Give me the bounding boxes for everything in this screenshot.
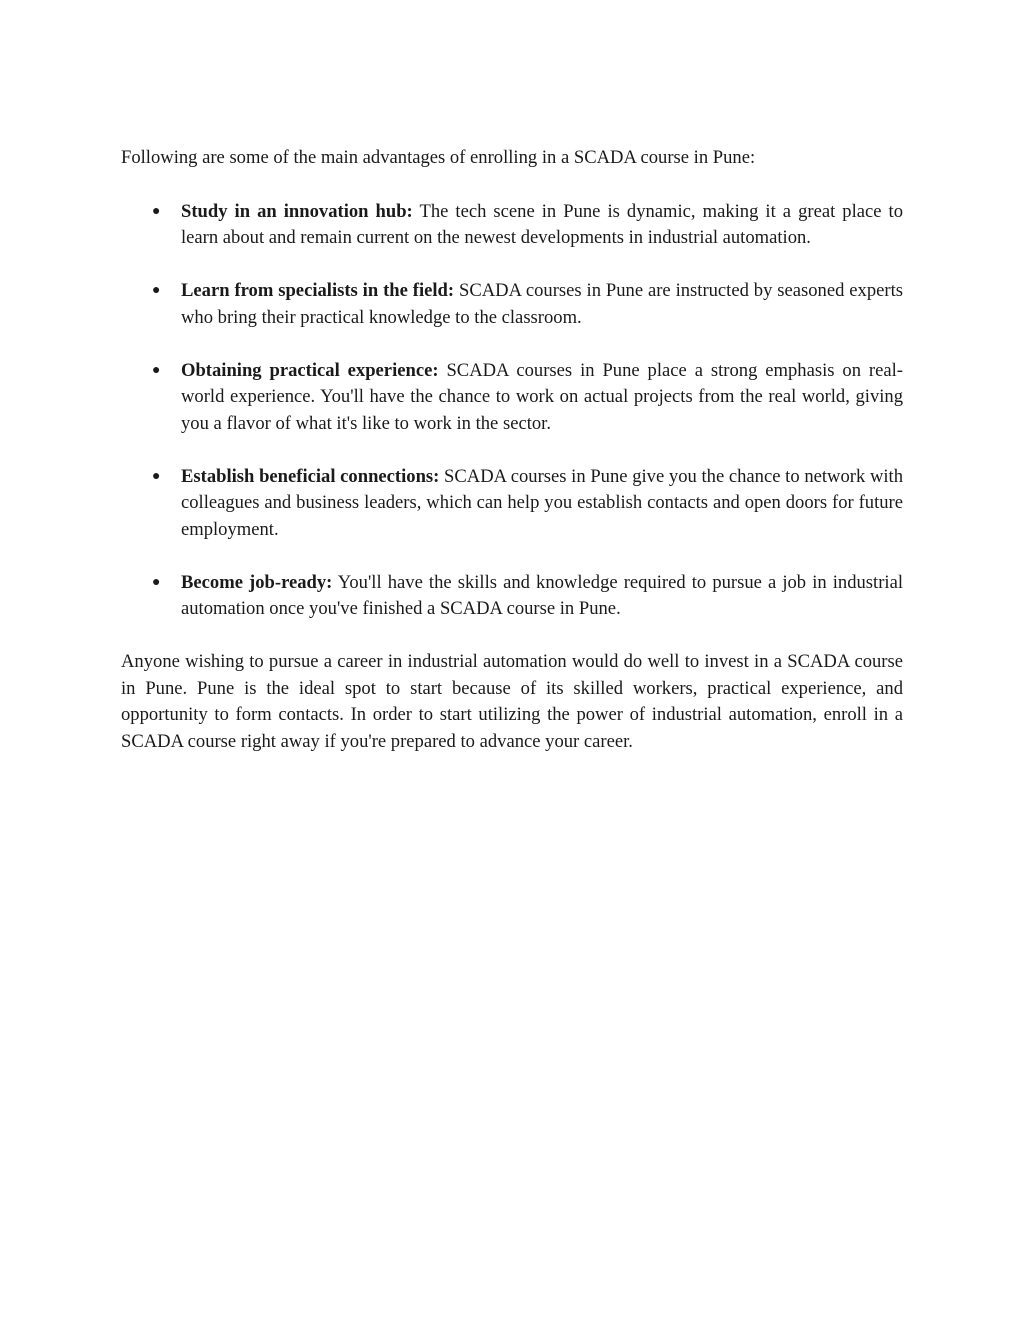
- bullet-icon: ●: [152, 362, 161, 378]
- list-item: [121, 464, 903, 544]
- bullet-title: Study in an innovation hub:: [181, 200, 413, 222]
- document-page: [121, 145, 903, 755]
- bullet-text: The tech scene in Pune is dynamic, making it a great place to learn about and remain current on the newest developments in industrial automation.: [181, 200, 904, 248]
- bullet-title: Obtaining practical experience:: [181, 359, 439, 381]
- bullet-text: You'll have the skills and knowledge required to pursue a job in industrial automation once you've finished a SCADA course in Pune.: [181, 571, 903, 619]
- list-item: [121, 278, 903, 331]
- bullet-text: SCADA courses in Pune place a strong emphasis on real-world experience. You'll have the chance to work on actual projects from the real world, giving you a flavor of what it's like to work in the sector.: [181, 359, 903, 434]
- bullet-icon: ●: [152, 203, 161, 219]
- bullet-title: Establish beneficial connections:: [181, 465, 440, 487]
- advantages-list: [121, 199, 903, 623]
- bullet-title: Become job-ready:: [181, 571, 333, 593]
- bullet-title: Learn from specialists in the field:: [181, 280, 455, 301]
- bullet-text: SCADA courses in Pune are instructed by seasoned experts who bring their practical knowledge to the classroom.: [181, 280, 903, 328]
- closing-paragraph: Anyone wishing to pursue a career in industrial automation would do well to invest in a SCADA course in Pune. Pune is the ideal spot to start because of its skilled workers, practical experience, and opportunity to form contacts. In order to start utilizing the power of industrial automation, enroll in a SCADA course right away if you're prepared to advance your career.: [121, 651, 903, 752]
- list-item: [121, 570, 903, 623]
- bullet-text: SCADA courses in Pune give you the chance to network with colleagues and business leaders, which can help you establish contacts and open doors for future employment.: [181, 465, 903, 540]
- list-item: [121, 358, 903, 438]
- bullet-icon: ●: [152, 283, 161, 298]
- intro-paragraph: Following are some of the main advantages of enrolling in a SCADA course in Pune:: [121, 147, 756, 168]
- bullet-icon: ●: [152, 574, 161, 590]
- list-item: [121, 199, 903, 252]
- bullet-icon: ●: [152, 468, 161, 484]
